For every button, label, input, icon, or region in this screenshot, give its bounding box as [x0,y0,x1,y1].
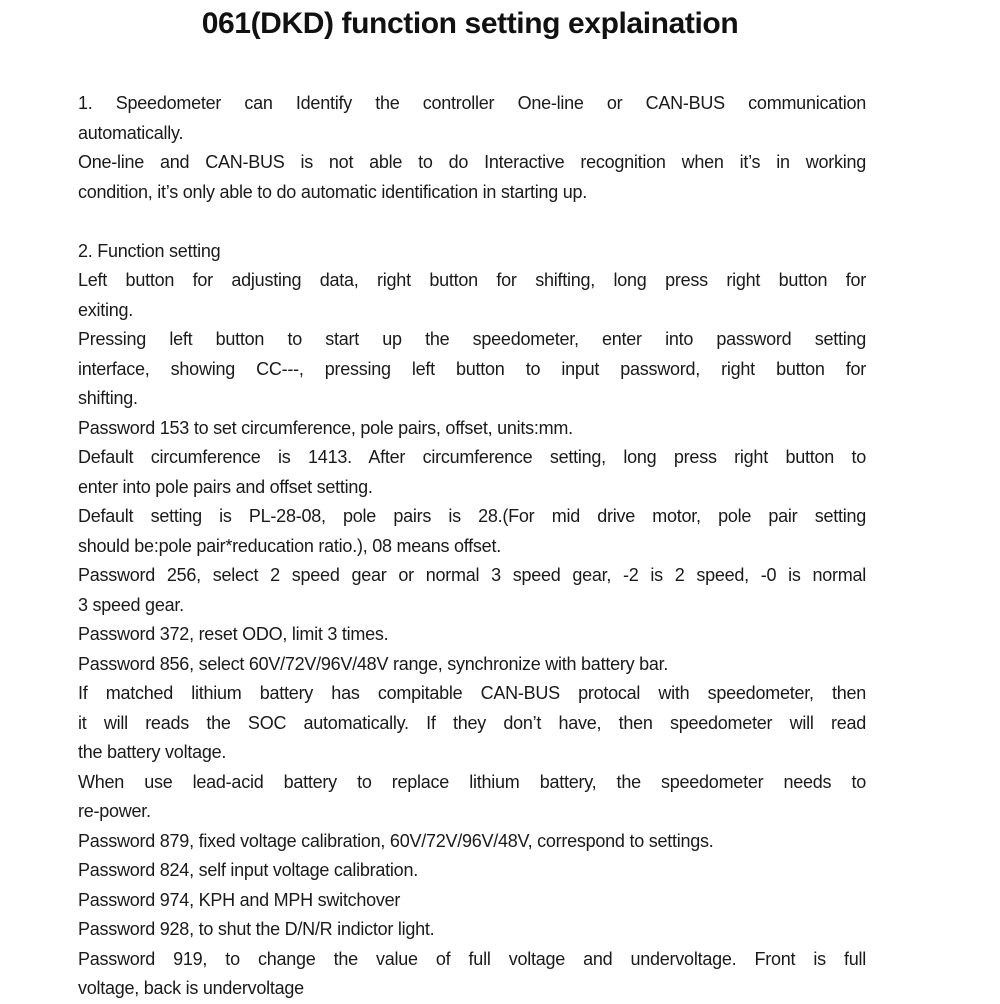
text-line: 2. Function setting [78,240,221,261]
text-line: Password 153 to set circumference, pole pairs, offset, units:mm. [78,417,573,438]
text-line: Password 879, fixed voltage calibration, 60V/72V/96V/48V, correspond to settings. [78,830,714,851]
text-line: Password 256, select 2 speed gear or normal 3 speed gear, -2 is 2 speed, -0 is normal [78,565,866,585]
text-line: Password 824, self input voltage calibration. [78,860,418,880]
text-line: 1. Speedometer can Identify the controller One-line or CAN-BUS communication [78,93,866,113]
text-line: voltage, back is undervoltage [78,978,304,998]
text-line: Password 372, reset ODO, limit 3 times. [78,624,389,644]
text-line: Pressing left button to start up the speedometer, enter into password setting [78,329,866,349]
text-line: 3 speed gear. [78,594,184,615]
text-line: should be:pole pair*reducation ratio.), 08 means offset. [78,535,501,556]
text-line: Default circumference is 1413. After circumference setting, long press right button to [78,447,866,467]
text-line: enter into pole pairs and offset setting. [78,476,373,497]
text-line: Password 856, select 60V/72V/96V/48V range, synchronize with battery bar. [78,653,669,674]
text-line: Left button for adjusting data, right button for shifting, long press right button for [78,270,866,290]
blank-line [78,207,866,237]
text-line: re-power. [78,801,151,821]
text-line: Password 928, to shut the D/N/R indictor light. [78,919,435,939]
text-line: Password 974, KPH and MPH switchover [78,889,401,910]
text-line: interface, showing CC---, pressing left button to input password, right button for [78,358,866,379]
text-line: exiting. [78,299,134,320]
text-line: One-line and CAN-BUS is not able to do Interactive recognition when it’s in working [78,152,866,172]
text-line: Default setting is PL-28-08, pole pairs is 28.(For mid drive motor, pole pair setting [78,506,866,526]
document-body [78,89,866,1004]
text-line: automatically. [78,122,184,143]
document-title: 061(DKD) function setting explaination [201,7,739,40]
text-line: the battery voltage. [78,742,227,762]
text-line: Password 919, to change the value of full voltage and undervoltage. Front is full [78,948,866,969]
text-line: condition, it’s only able to do automatic identification in starting up. [78,181,587,202]
text-line: it will reads the SOC automatically. If they don’t have, then speedometer will read [78,712,866,733]
text-line: If matched lithium battery has compitable CAN-BUS protocal with speedometer, then [78,683,866,703]
text-line: When use lead-acid battery to replace lithium battery, the speedometer needs to [78,771,866,792]
text-line: shifting. [78,388,138,408]
